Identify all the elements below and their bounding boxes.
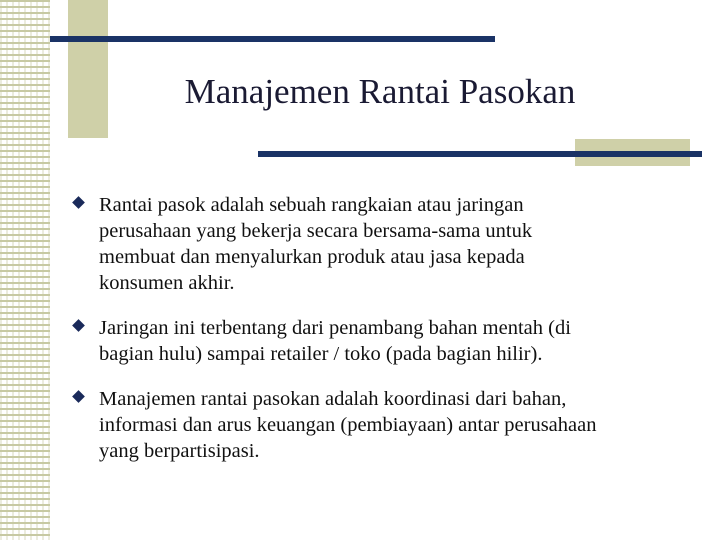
diamond-bullet-icon [72,196,85,209]
bullet-line: informasi dan arus keuangan (pembiayaan) antar perusahaan [99,414,597,436]
bullet-line: konsumen akhir. [99,272,235,294]
bullet-line: bagian hulu) sampai retailer / toko (pada bagian hilir). [99,343,543,365]
bullet-line: Jaringan ini terbentang dari penambang bahan mentah (di [99,317,571,339]
bullet-item [74,192,694,296]
slide-title: Manajemen Rantai Pasokan [184,72,576,111]
title-bottom-rule [258,151,702,157]
bullet-line: Rantai pasok adalah sebuah rangkaian atau jaringan [99,194,524,216]
bullet-item [74,315,694,367]
bullet-line: perusahaan yang bekerja secara bersama-sama untuk [99,220,533,242]
bullet-list [74,192,694,483]
decorative-stripe-bar [0,0,50,540]
title-decor-block-left [68,0,108,138]
bullet-line: Manajemen rantai pasokan adalah koordinasi dari bahan, [99,388,567,410]
title-top-rule [50,36,495,42]
bullet-line: membuat dan menyalurkan produk atau jasa kepada [99,246,525,268]
diamond-bullet-icon [72,319,85,332]
diamond-bullet-icon [72,390,85,403]
bullet-item [74,386,694,464]
bullet-line: yang berpartisipasi. [99,440,260,462]
